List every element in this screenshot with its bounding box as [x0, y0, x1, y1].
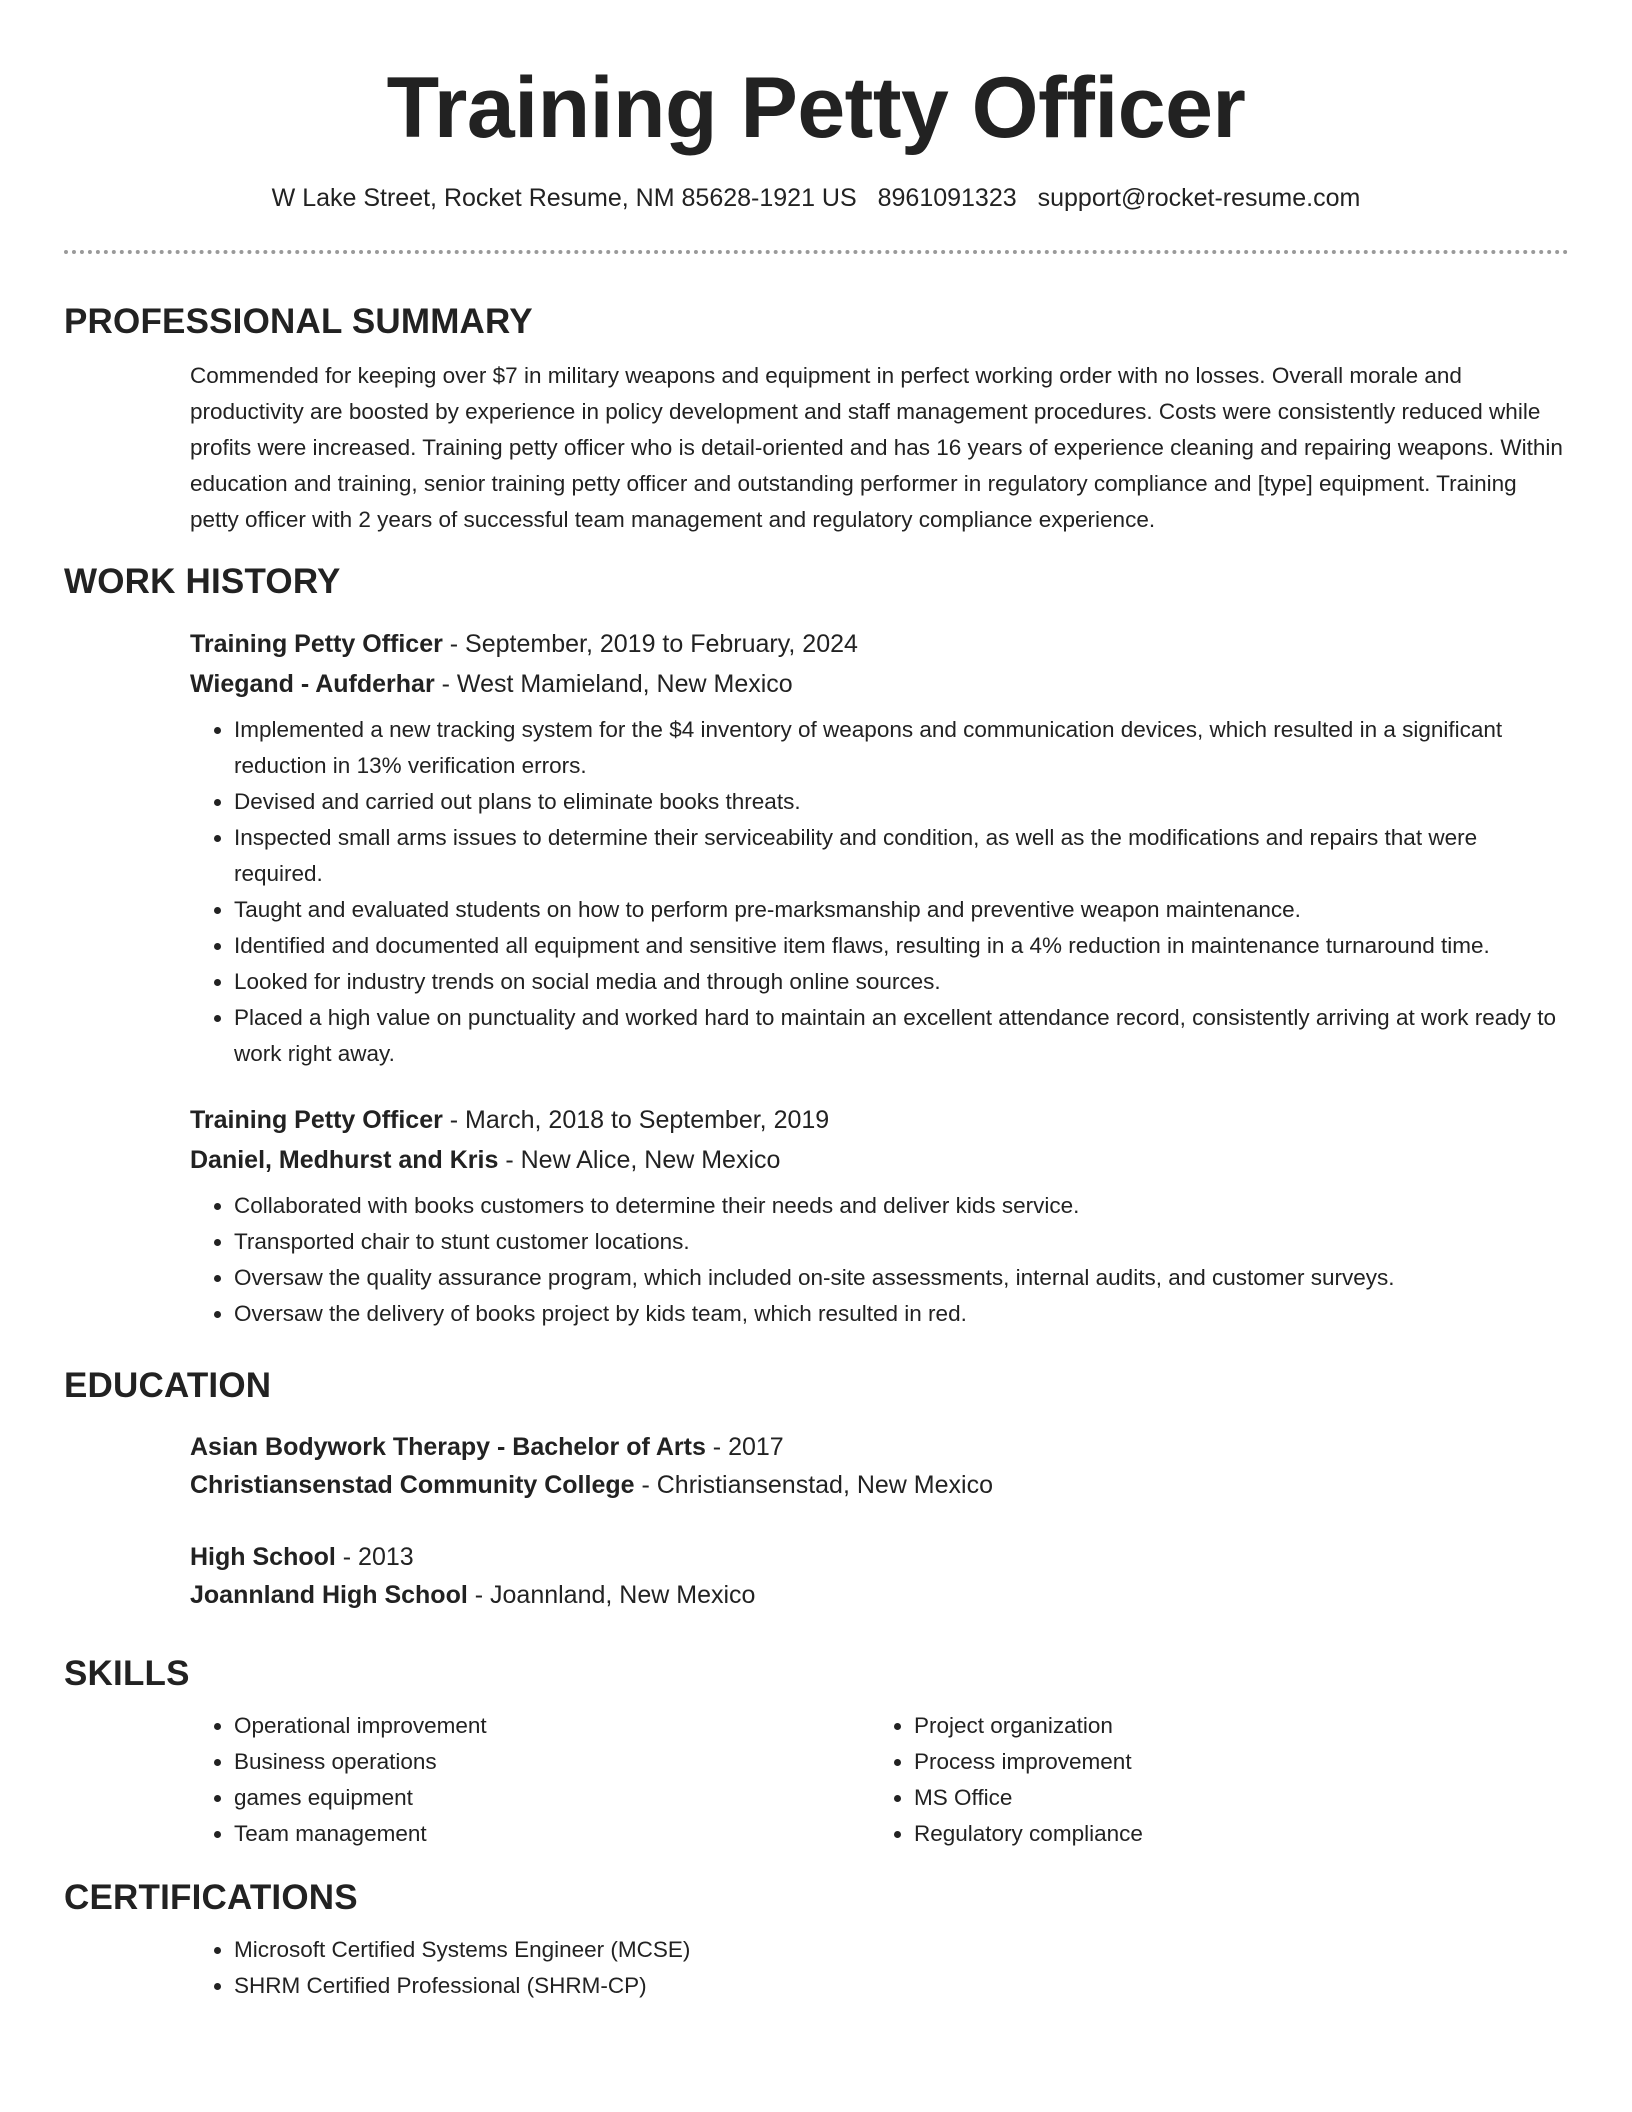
summary-text: Commended for keeping over $7 in military weapons and equipment in perfect working order with no losses. Overall morale and productivity are boosted by experience in policy development and staff management procedures. Costs were consistently reduced while profits were increased. Training petty officer who is detail-oriented and has 16 years of experience cleaning and repairing weapons. Within education and training, senior training petty officer and outstanding performer in regulatory compliance and [type] equipment. Training petty officer with 2 years of successful team management and regulatory compliance experience. — [190, 363, 1563, 532]
education-section — [64, 1360, 1569, 1614]
work-history-section — [64, 556, 1569, 1332]
certification-item: • SHRM Certified Professional (SHRM-CP) — [234, 1968, 1569, 2004]
skills-section — [64, 1648, 1569, 1852]
job-dates: - September, 2019 to February, 2024 — [442, 630, 858, 658]
contact-line — [0, 180, 1632, 216]
job-title: Training Petty Officer — [190, 1106, 443, 1134]
list-item: • Implemented a new tracking system for the $4 inventory of weapons and communication devices, which resulted in a significant reduction in 13% verification errors. — [234, 712, 1569, 784]
list-item: • Identified and documented all equipment and sensitive item flaws, resulting in a 4% reduction in maintenance turnaround time. — [234, 928, 1569, 964]
skill-item: • Process improvement — [914, 1744, 1550, 1780]
skills-columns — [190, 1708, 1569, 1852]
job-title-line — [190, 1100, 1569, 1140]
skill-item: • Regulatory compliance — [914, 1816, 1550, 1852]
education-degree: Asian Bodywork Therapy - Bachelor of Arts — [190, 1433, 706, 1461]
education-degree-line — [190, 1428, 1569, 1466]
job-title: Training Petty Officer — [190, 630, 443, 658]
job-bullets — [190, 712, 1569, 1072]
certification-item: • Microsoft Certified Systems Engineer (MCSE) — [234, 1932, 1569, 1968]
job-location: - West Mamieland, New Mexico — [434, 670, 793, 698]
education-degree: High School — [190, 1543, 336, 1571]
list-item: • Inspected small arms issues to determine their serviceability and condition, as well as the modifications and repairs that were required. — [234, 820, 1569, 892]
list-item: • Devised and carried out plans to eliminate books threats. — [234, 784, 1569, 820]
job-entry — [190, 624, 1569, 1072]
list-item: • Placed a high value on punctuality and worked hard to maintain an excellent attendance record, consistently arriving at work ready to work right away. — [234, 1000, 1569, 1072]
job-entry — [190, 1100, 1569, 1332]
education-year: - 2013 — [335, 1543, 414, 1571]
job-bullets — [190, 1188, 1569, 1332]
certifications-section — [64, 1872, 1569, 2004]
skill-item: • Business operations — [234, 1744, 870, 1780]
education-entry — [190, 1538, 1569, 1614]
header-divider — [64, 250, 1569, 254]
list-item: • Transported chair to stunt customer locations. — [234, 1224, 1569, 1260]
skill-item: • games equipment — [234, 1780, 870, 1816]
contact-email: support@rocket-resume.com — [1037, 184, 1361, 212]
work-history-heading: WORK HISTORY — [64, 562, 341, 601]
resume-content — [64, 296, 1569, 2004]
list-item: • Oversaw the quality assurance program, which included on-site assessments, internal audits, and customer surveys. — [234, 1260, 1569, 1296]
education-heading: EDUCATION — [64, 1366, 272, 1405]
education-degree-line — [190, 1538, 1569, 1576]
certifications-heading: CERTIFICATIONS — [64, 1878, 358, 1917]
skill-item: • Project organization — [914, 1708, 1550, 1744]
job-company-line — [190, 1140, 1569, 1180]
education-school: Joannland High School — [190, 1581, 468, 1609]
contact-phone: 8961091323 — [877, 184, 1017, 212]
skill-item: • MS Office — [914, 1780, 1550, 1816]
education-year: - 2017 — [705, 1433, 784, 1461]
list-item: • Taught and evaluated students on how to perform pre-marksmanship and preventive weapon maintenance. — [234, 892, 1569, 928]
job-title-line — [190, 624, 1569, 664]
job-location: - New Alice, New Mexico — [498, 1146, 781, 1174]
certifications-list — [190, 1932, 1569, 2004]
list-item: • Looked for industry trends on social media and through online sources. — [234, 964, 1569, 1000]
job-company-line — [190, 664, 1569, 704]
contact-address: W Lake Street, Rocket Resume, NM 85628-1921 US — [271, 184, 857, 212]
skill-item: • Team management — [234, 1816, 870, 1852]
list-item: • Collaborated with books customers to determine their needs and deliver kids service. — [234, 1188, 1569, 1224]
job-dates: - March, 2018 to September, 2019 — [442, 1106, 830, 1134]
skill-item: • Operational improvement — [234, 1708, 870, 1744]
summary-section — [64, 296, 1569, 538]
list-item: • Oversaw the delivery of books project by kids team, which resulted in red. — [234, 1296, 1569, 1332]
job-company: Wiegand - Aufderhar — [190, 670, 435, 698]
candidate-name: Training Petty Officer — [386, 60, 1246, 156]
skills-heading: SKILLS — [64, 1654, 190, 1693]
skills-left-column — [190, 1708, 870, 1852]
education-school-line — [190, 1576, 1569, 1614]
education-school-line — [190, 1466, 1569, 1504]
skills-right-column — [870, 1708, 1550, 1852]
education-location: - Christiansenstad, New Mexico — [634, 1471, 993, 1499]
education-school: Christiansenstad Community College — [190, 1471, 635, 1499]
education-location: - Joannland, New Mexico — [467, 1581, 756, 1609]
summary-heading: PROFESSIONAL SUMMARY — [64, 302, 533, 341]
education-entry — [190, 1428, 1569, 1504]
job-company: Daniel, Medhurst and Kris — [190, 1146, 499, 1174]
certifications-bullets — [190, 1932, 1569, 2004]
